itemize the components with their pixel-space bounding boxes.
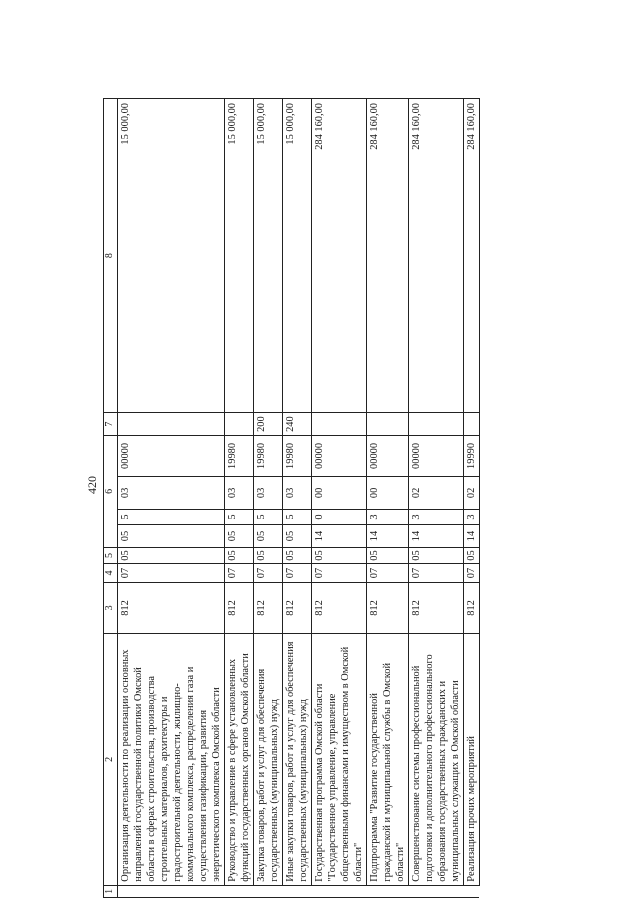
cell-direction: 19990 bbox=[463, 435, 479, 476]
table-row bbox=[463, 99, 479, 898]
cell-amount: 284 160,00 bbox=[311, 99, 366, 413]
cell-index bbox=[117, 885, 224, 897]
col-header-8: 8 bbox=[104, 99, 118, 413]
cell-program: 05 bbox=[117, 525, 224, 548]
cell-chapter: 812 bbox=[253, 582, 282, 633]
col-header-6: 6 bbox=[104, 435, 118, 547]
cell-program: 14 bbox=[408, 525, 463, 548]
table-row bbox=[253, 99, 282, 898]
table-row bbox=[117, 99, 224, 898]
cell-subsection: 05 bbox=[311, 547, 366, 563]
cell-program: 14 bbox=[311, 525, 366, 548]
table-row bbox=[311, 99, 366, 898]
cell-activity: 03 bbox=[282, 476, 311, 509]
cell-section: 07 bbox=[463, 564, 479, 582]
cell-subsection: 05 bbox=[463, 547, 479, 563]
cell-index bbox=[311, 885, 366, 897]
cell-activity: 03 bbox=[117, 476, 224, 509]
cell-section: 07 bbox=[253, 564, 282, 582]
cell-subsection: 05 bbox=[366, 547, 408, 563]
col-header-3: 3 bbox=[104, 582, 118, 633]
cell-program: 05 bbox=[282, 525, 311, 548]
cell-amount: 284 160,00 bbox=[366, 99, 408, 413]
cell-activity: 02 bbox=[408, 476, 463, 509]
cell-chapter: 812 bbox=[408, 582, 463, 633]
cell-index bbox=[463, 885, 479, 897]
cell-index bbox=[282, 885, 311, 897]
cell-subprogram: 3 bbox=[408, 509, 463, 524]
cell-amount: 15 000,00 bbox=[253, 99, 282, 413]
table-row bbox=[282, 99, 311, 898]
cell-expense-type: 240 bbox=[282, 413, 311, 436]
cell-chapter: 812 bbox=[282, 582, 311, 633]
budget-table bbox=[103, 98, 480, 898]
cell-section: 07 bbox=[224, 564, 253, 582]
cell-chapter: 812 bbox=[117, 582, 224, 633]
cell-amount: 15 000,00 bbox=[282, 99, 311, 413]
cell-chapter: 812 bbox=[224, 582, 253, 633]
cell-subsection: 05 bbox=[117, 547, 224, 563]
cell-subprogram: 5 bbox=[117, 509, 224, 524]
cell-expense-type bbox=[463, 413, 479, 436]
table-row bbox=[408, 99, 463, 898]
cell-section: 07 bbox=[117, 564, 224, 582]
cell-activity: 03 bbox=[224, 476, 253, 509]
cell-subsection: 05 bbox=[408, 547, 463, 563]
cell-index bbox=[366, 885, 408, 897]
cell-name: Реализация прочих мероприятий bbox=[463, 634, 479, 886]
cell-direction: 19980 bbox=[224, 435, 253, 476]
cell-direction: 00000 bbox=[117, 435, 224, 476]
cell-name: Совершенствование системы профессиональной подготовки и дополнительного профессионального образования государственных гражданских и муниципальных служащих в Омской области bbox=[408, 634, 463, 886]
cell-name: Закупка товаров, работ и услуг для обеспечения государственных (муниципальных) нужд bbox=[253, 634, 282, 886]
cell-amount: 284 160,00 bbox=[408, 99, 463, 413]
col-header-4: 4 bbox=[104, 564, 118, 582]
cell-activity: 02 bbox=[463, 476, 479, 509]
cell-name: Иные закупки товаров, работ и услуг для обеспечения государственных (муниципальных) нужд bbox=[282, 634, 311, 886]
cell-activity: 03 bbox=[253, 476, 282, 509]
cell-program: 05 bbox=[224, 525, 253, 548]
cell-chapter: 812 bbox=[311, 582, 366, 633]
cell-subprogram: 5 bbox=[253, 509, 282, 524]
cell-name: Государственная программа Омской области "Государственное управление, управление общественными финансами и имуществом в Омской области" bbox=[311, 634, 366, 886]
cell-subprogram: 3 bbox=[463, 509, 479, 524]
cell-subprogram: 5 bbox=[224, 509, 253, 524]
cell-amount: 284 160,00 bbox=[463, 99, 479, 413]
col-header-5: 5 bbox=[104, 547, 118, 563]
cell-section: 07 bbox=[311, 564, 366, 582]
cell-chapter: 812 bbox=[366, 582, 408, 633]
table-row bbox=[366, 99, 408, 898]
cell-subprogram: 3 bbox=[366, 509, 408, 524]
cell-expense-type bbox=[224, 413, 253, 436]
page-number: 420 bbox=[85, 476, 99, 494]
cell-amount: 15 000,00 bbox=[117, 99, 224, 413]
cell-expense-type bbox=[117, 413, 224, 436]
cell-name: Подпрограмма "Развитие государственной гражданской и муниципальной службы в Омской области" bbox=[366, 634, 408, 886]
table-row bbox=[224, 99, 253, 898]
cell-activity: 00 bbox=[366, 476, 408, 509]
cell-program: 14 bbox=[463, 525, 479, 548]
col-header-2: 2 bbox=[104, 634, 118, 886]
col-header-7: 7 bbox=[104, 413, 118, 436]
cell-amount: 15 000,00 bbox=[224, 99, 253, 413]
cell-name: Организация деятельности по реализации основных направлений государственной политики Омской области в сферах строительства, производства строительных материалов, архитектуры и градостроительной деятельности, жилищно-коммунального комплекса, распределения газа и осуществления газификации, развития энергетического комплекса Омской области bbox=[117, 634, 224, 886]
header-row bbox=[104, 99, 118, 898]
cell-expense-type bbox=[311, 413, 366, 436]
cell-direction: 19980 bbox=[282, 435, 311, 476]
cell-direction: 00000 bbox=[408, 435, 463, 476]
cell-section: 07 bbox=[282, 564, 311, 582]
cell-program: 05 bbox=[253, 525, 282, 548]
cell-direction: 00000 bbox=[366, 435, 408, 476]
cell-program: 14 bbox=[366, 525, 408, 548]
cell-index bbox=[253, 885, 282, 897]
cell-direction: 19980 bbox=[253, 435, 282, 476]
cell-subsection: 05 bbox=[253, 547, 282, 563]
rotated-page bbox=[85, 60, 605, 910]
cell-name: Руководство и управление в сфере установленных функций государственных органов Омской области bbox=[224, 634, 253, 886]
col-header-1: 1 bbox=[104, 885, 118, 897]
cell-subprogram: 0 bbox=[311, 509, 366, 524]
cell-direction: 00000 bbox=[311, 435, 366, 476]
cell-expense-type bbox=[408, 413, 463, 436]
cell-activity: 00 bbox=[311, 476, 366, 509]
cell-subsection: 05 bbox=[224, 547, 253, 563]
cell-index bbox=[408, 885, 463, 897]
cell-subprogram: 5 bbox=[282, 509, 311, 524]
cell-expense-type: 200 bbox=[253, 413, 282, 436]
cell-section: 07 bbox=[366, 564, 408, 582]
cell-index bbox=[224, 885, 253, 897]
cell-subsection: 05 bbox=[282, 547, 311, 563]
cell-expense-type bbox=[366, 413, 408, 436]
cell-chapter: 812 bbox=[463, 582, 479, 633]
cell-section: 07 bbox=[408, 564, 463, 582]
